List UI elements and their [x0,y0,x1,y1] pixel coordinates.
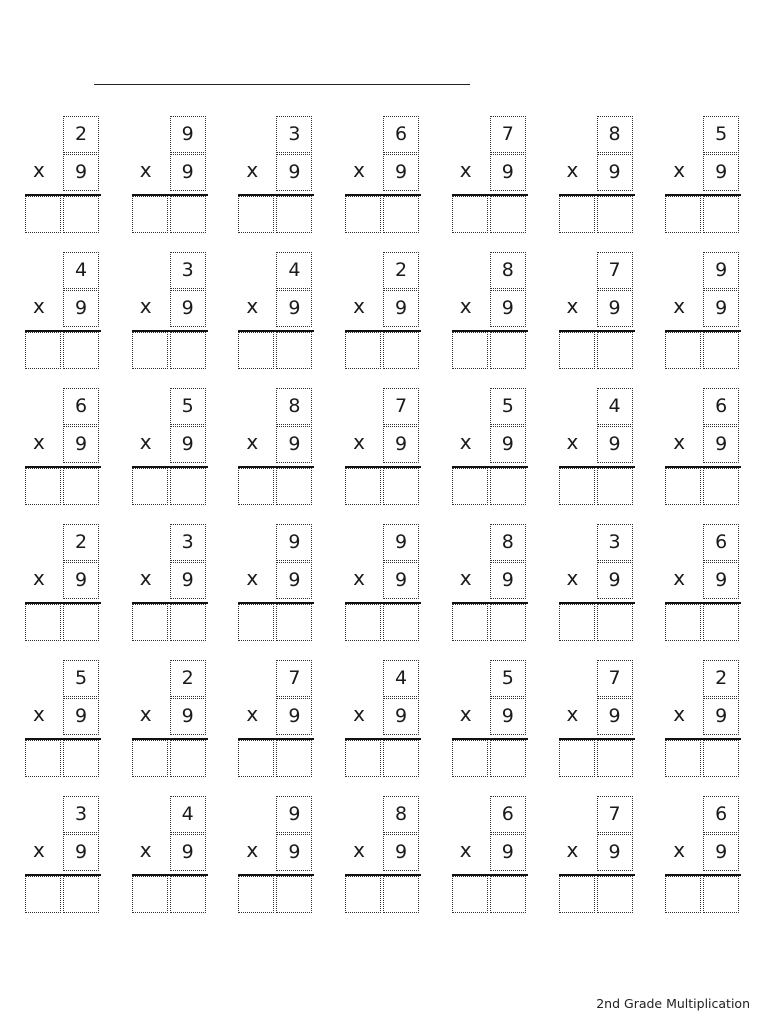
answer-tens-box[interactable] [132,332,168,369]
multiplicand: 2 [170,660,206,697]
answer-tens-box[interactable] [345,468,381,505]
answer-ones-box[interactable] [703,740,739,777]
multiplication-problem [25,252,103,370]
multiplication-problem [452,796,530,914]
multiplication-problem [132,388,210,506]
answer-tens-box[interactable] [452,876,488,913]
answer-ones-box[interactable] [703,196,739,233]
answer-tens-box[interactable] [238,604,274,641]
multiplier: 9 [597,426,633,463]
answer-ones-box[interactable] [597,876,633,913]
multiplicand: 2 [703,660,739,697]
times-sign: x [246,702,259,726]
answer-tens-box[interactable] [345,740,381,777]
multiplier: 9 [703,834,739,871]
answer-ones-box[interactable] [383,468,419,505]
multiplier: 9 [63,426,99,463]
answer-ones-box[interactable] [490,196,526,233]
multiplier: 9 [63,562,99,599]
multiplicand: 8 [597,116,633,153]
multiplier: 9 [170,698,206,735]
answer-ones-box[interactable] [703,604,739,641]
answer-tens-box[interactable] [238,468,274,505]
multiplicand: 4 [383,660,419,697]
times-sign: x [673,566,686,590]
problem-row [25,796,745,916]
answer-ones-box[interactable] [703,468,739,505]
answer-tens-box[interactable] [132,740,168,777]
times-sign: x [673,158,686,182]
answer-ones-box[interactable] [170,740,206,777]
answer-tens-box[interactable] [132,604,168,641]
times-sign: x [673,838,686,862]
multiplier: 9 [597,290,633,327]
multiplicand: 9 [170,116,206,153]
multiplier: 9 [597,834,633,871]
multiplicand: 6 [703,524,739,561]
multiplicand: 9 [383,524,419,561]
times-sign: x [566,566,579,590]
multiplier: 9 [597,154,633,191]
answer-tens-box[interactable] [25,604,61,641]
multiplicand: 6 [703,388,739,425]
multiplicand: 6 [490,796,526,833]
multiplication-problem [452,660,530,778]
multiplicand: 4 [63,252,99,289]
multiplier: 9 [703,154,739,191]
times-sign: x [566,838,579,862]
answer-ones-box[interactable] [490,468,526,505]
times-sign: x [246,158,259,182]
multiplier: 9 [703,698,739,735]
times-sign: x [459,702,472,726]
multiplicand: 4 [170,796,206,833]
answer-tens-box[interactable] [452,604,488,641]
problem-row [25,252,745,372]
multiplier: 9 [597,562,633,599]
answer-tens-box[interactable] [132,468,168,505]
times-sign: x [139,294,152,318]
multiplicand: 6 [383,116,419,153]
answer-ones-box[interactable] [276,468,312,505]
multiplicand: 4 [276,252,312,289]
multiplication-problem [559,660,637,778]
answer-ones-box[interactable] [63,468,99,505]
multiplication-problem [345,660,423,778]
times-sign: x [246,566,259,590]
multiplier: 9 [276,426,312,463]
multiplier: 9 [490,154,526,191]
answer-ones-box[interactable] [63,196,99,233]
problem-row [25,116,745,236]
multiplication-problem [559,796,637,914]
multiplier: 9 [63,698,99,735]
multiplication-problem [665,388,743,506]
answer-ones-box[interactable] [597,196,633,233]
multiplier: 9 [597,698,633,735]
multiplicand: 3 [170,252,206,289]
multiplication-problem [25,388,103,506]
multiplier: 9 [490,834,526,871]
answer-tens-box[interactable] [665,740,701,777]
answer-ones-box[interactable] [383,332,419,369]
multiplication-problem [238,388,316,506]
times-sign: x [139,430,152,454]
multiplication-problem [345,524,423,642]
answer-tens-box[interactable] [345,876,381,913]
multiplication-problem [559,116,637,234]
times-sign: x [459,294,472,318]
multiplicand: 5 [170,388,206,425]
multiplier: 9 [490,698,526,735]
multiplier: 9 [170,426,206,463]
answer-ones-box[interactable] [597,604,633,641]
times-sign: x [246,430,259,454]
answer-ones-box[interactable] [63,332,99,369]
multiplier: 9 [490,426,526,463]
multiplication-problem [238,660,316,778]
multiplicand: 9 [703,252,739,289]
answer-tens-box[interactable] [559,876,595,913]
times-sign: x [459,430,472,454]
multiplicand: 7 [597,252,633,289]
times-sign: x [139,702,152,726]
times-sign: x [33,838,45,862]
answer-tens-box[interactable] [345,604,381,641]
answer-tens-box[interactable] [25,196,61,233]
answer-tens-box[interactable] [25,876,61,913]
multiplicand: 3 [597,524,633,561]
multiplier: 9 [383,834,419,871]
multiplicand: 9 [276,524,312,561]
answer-tens-box[interactable] [238,876,274,913]
problem-row [25,660,745,780]
answer-tens-box[interactable] [238,740,274,777]
times-sign: x [33,158,45,182]
multiplicand: 4 [597,388,633,425]
multiplication-problem [238,524,316,642]
answer-tens-box[interactable] [25,332,61,369]
answer-tens-box[interactable] [25,468,61,505]
multiplication-problem [25,524,103,642]
multiplier: 9 [170,290,206,327]
multiplicand: 5 [63,660,99,697]
times-sign: x [139,838,152,862]
multiplication-problem [238,252,316,370]
multiplier: 9 [276,562,312,599]
multiplication-problem [345,116,423,234]
times-sign: x [459,158,472,182]
answer-ones-box[interactable] [597,740,633,777]
times-sign: x [353,158,365,182]
times-sign: x [566,294,579,318]
times-sign: x [459,838,472,862]
multiplication-problem [665,524,743,642]
answer-ones-box[interactable] [63,740,99,777]
times-sign: x [246,294,259,318]
times-sign: x [566,430,579,454]
multiplicand: 6 [703,796,739,833]
multiplication-problem [25,660,103,778]
times-sign: x [33,430,45,454]
multiplier: 9 [703,562,739,599]
multiplication-problem [559,524,637,642]
answer-tens-box[interactable] [559,468,595,505]
times-sign: x [353,430,365,454]
multiplier: 9 [170,154,206,191]
multiplication-problem [25,796,103,914]
multiplication-problem [452,252,530,370]
answer-tens-box[interactable] [238,332,274,369]
times-sign: x [139,566,152,590]
problem-row [25,524,745,644]
answer-ones-box[interactable] [276,196,312,233]
answer-ones-box[interactable] [276,604,312,641]
times-sign: x [673,702,686,726]
multiplication-problem [559,388,637,506]
multiplication-problem [132,524,210,642]
answer-ones-box[interactable] [170,196,206,233]
answer-tens-box[interactable] [132,876,168,913]
times-sign: x [353,566,365,590]
multiplicand: 3 [63,796,99,833]
multiplier: 9 [490,290,526,327]
answer-tens-box[interactable] [25,740,61,777]
answer-ones-box[interactable] [383,196,419,233]
multiplication-problem [452,524,530,642]
answer-ones-box[interactable] [490,876,526,913]
answer-ones-box[interactable] [170,332,206,369]
answer-tens-box[interactable] [238,196,274,233]
answer-tens-box[interactable] [559,740,595,777]
multiplication-problem [132,796,210,914]
multiplication-problem [665,660,743,778]
multiplicand: 8 [490,252,526,289]
multiplier: 9 [170,562,206,599]
multiplication-problem [665,116,743,234]
answer-ones-box[interactable] [383,604,419,641]
times-sign: x [33,702,45,726]
multiplier: 9 [63,290,99,327]
answer-ones-box[interactable] [383,876,419,913]
times-sign: x [673,294,686,318]
times-sign: x [353,702,365,726]
answer-ones-box[interactable] [276,740,312,777]
answer-ones-box[interactable] [703,332,739,369]
multiplier: 9 [490,562,526,599]
times-sign: x [566,158,579,182]
answer-tens-box[interactable] [559,332,595,369]
multiplication-problem [238,116,316,234]
times-sign: x [566,702,579,726]
multiplication-problem [452,388,530,506]
answer-ones-box[interactable] [597,332,633,369]
multiplicand: 8 [276,388,312,425]
multiplier: 9 [383,154,419,191]
times-sign: x [33,294,45,318]
answer-ones-box[interactable] [490,332,526,369]
multiplicand: 3 [170,524,206,561]
multiplication-problem [665,252,743,370]
multiplicand: 2 [63,116,99,153]
answer-tens-box[interactable] [559,196,595,233]
answer-tens-box[interactable] [665,604,701,641]
multiplicand: 7 [597,660,633,697]
multiplicand: 8 [383,796,419,833]
times-sign: x [353,838,365,862]
multiplicand: 7 [490,116,526,153]
multiplier: 9 [276,290,312,327]
answer-ones-box[interactable] [63,876,99,913]
multiplication-problem [665,796,743,914]
answer-ones-box[interactable] [170,876,206,913]
multiplicand: 7 [597,796,633,833]
answer-tens-box[interactable] [452,468,488,505]
times-sign: x [33,566,45,590]
answer-tens-box[interactable] [452,196,488,233]
answer-tens-box[interactable] [665,468,701,505]
multiplication-problem [452,116,530,234]
multiplier: 9 [276,698,312,735]
answer-ones-box[interactable] [597,468,633,505]
answer-ones-box[interactable] [276,876,312,913]
times-sign: x [459,566,472,590]
multiplication-problem [132,116,210,234]
multiplier: 9 [276,154,312,191]
multiplier: 9 [383,290,419,327]
multiplier: 9 [63,154,99,191]
answer-ones-box[interactable] [63,604,99,641]
answer-ones-box[interactable] [490,740,526,777]
multiplication-problem [25,116,103,234]
multiplier: 9 [703,426,739,463]
multiplication-problem [559,252,637,370]
answer-ones-box[interactable] [703,876,739,913]
multiplicand: 3 [276,116,312,153]
multiplicand: 5 [490,660,526,697]
multiplier: 9 [383,562,419,599]
multiplicand: 7 [383,388,419,425]
answer-tens-box[interactable] [452,332,488,369]
answer-ones-box[interactable] [170,468,206,505]
answer-tens-box[interactable] [665,876,701,913]
multiplicand: 6 [63,388,99,425]
multiplication-problem [132,252,210,370]
multiplier: 9 [383,426,419,463]
multiplication-problem [345,252,423,370]
multiplication-problem [345,796,423,914]
answer-tens-box[interactable] [132,196,168,233]
multiplication-problem [238,796,316,914]
multiplication-problem [132,660,210,778]
answer-ones-box[interactable] [383,740,419,777]
multiplicand: 2 [383,252,419,289]
answer-tens-box[interactable] [665,332,701,369]
times-sign: x [673,430,686,454]
answer-ones-box[interactable] [170,604,206,641]
multiplicand: 9 [276,796,312,833]
name-line[interactable] [94,84,470,85]
multiplier: 9 [63,834,99,871]
multiplier: 9 [703,290,739,327]
answer-tens-box[interactable] [345,332,381,369]
times-sign: x [139,158,152,182]
answer-tens-box[interactable] [345,196,381,233]
answer-tens-box[interactable] [452,740,488,777]
multiplicand: 5 [703,116,739,153]
multiplier: 9 [383,698,419,735]
answer-tens-box[interactable] [665,196,701,233]
problem-row [25,388,745,508]
times-sign: x [246,838,259,862]
footer-title: 2nd Grade Multiplication [596,996,750,1011]
multiplication-problem [345,388,423,506]
answer-ones-box[interactable] [490,604,526,641]
multiplier: 9 [170,834,206,871]
answer-tens-box[interactable] [559,604,595,641]
times-sign: x [353,294,365,318]
multiplicand: 8 [490,524,526,561]
multiplicand: 5 [490,388,526,425]
answer-ones-box[interactable] [276,332,312,369]
multiplier: 9 [276,834,312,871]
multiplicand: 7 [276,660,312,697]
multiplicand: 2 [63,524,99,561]
